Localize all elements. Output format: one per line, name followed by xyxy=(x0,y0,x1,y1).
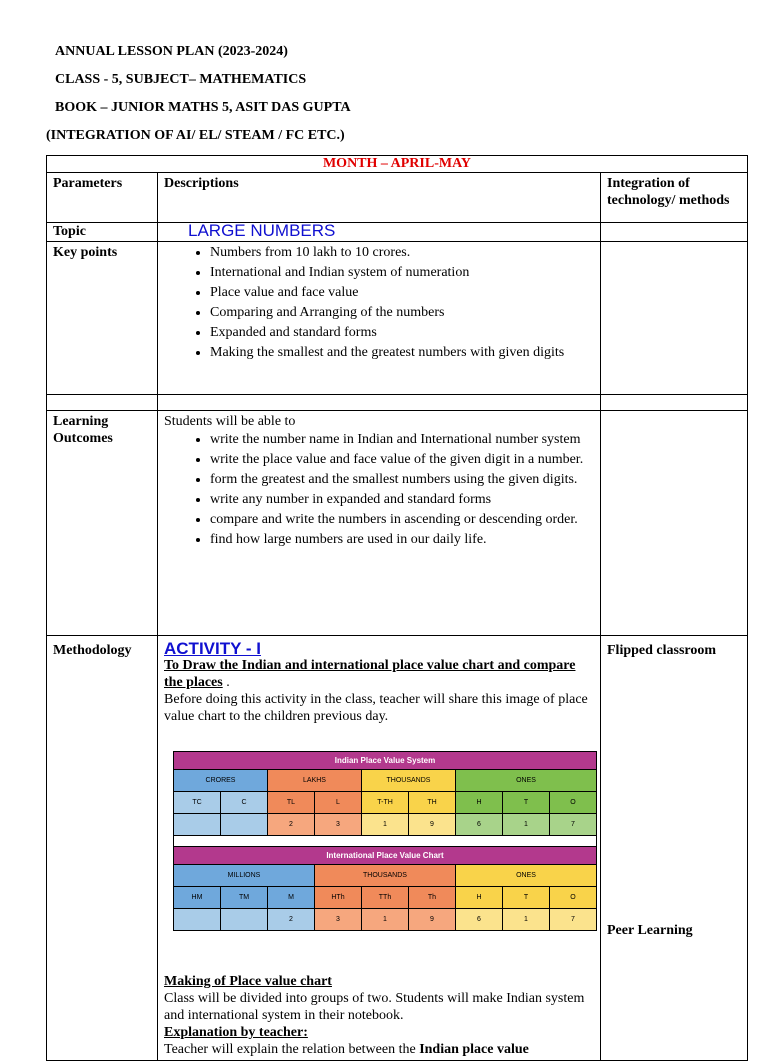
digit-cell: 6 xyxy=(456,814,503,836)
group-crores: CRORES xyxy=(174,770,268,792)
keypoints-row xyxy=(47,242,748,395)
explanation-text: Teacher will explain the relation between the xyxy=(164,1042,420,1057)
explanation-text-block xyxy=(164,1041,594,1058)
spacer xyxy=(164,931,594,973)
digit-cell: 9 xyxy=(409,909,456,931)
digit-cell xyxy=(174,814,221,836)
topic-value: LARGE NUMBERS xyxy=(188,221,336,240)
outcomes-label-line1: Learning xyxy=(53,414,109,429)
keypoints-integration xyxy=(601,242,748,395)
place-cell: TL xyxy=(268,792,315,814)
method-flipped-classroom: Flipped classroom xyxy=(607,643,717,658)
col-integration: Integration of technology/ methods xyxy=(601,173,748,223)
place-cell: TM xyxy=(221,887,268,909)
digit-cell: 1 xyxy=(503,814,550,836)
place-cell: Th xyxy=(409,887,456,909)
place-cell: L xyxy=(315,792,362,814)
outcomes-label-line2: Outcomes xyxy=(53,431,113,446)
making-heading: Making of Place value chart xyxy=(164,974,332,989)
place-cell: C xyxy=(221,792,268,814)
digit-cell: 3 xyxy=(315,814,362,836)
digit-cell: 9 xyxy=(409,814,456,836)
digit-cell xyxy=(221,909,268,931)
list-item: • Making the smallest and the greatest numbers with given digits xyxy=(210,344,594,361)
integration-note: (INTEGRATION OF AI/ EL/ STEAM / FC ETC.) xyxy=(46,128,345,143)
list-item: • Place value and face value xyxy=(210,284,594,301)
digit-cell: 2 xyxy=(268,814,315,836)
activity-heading-block xyxy=(164,657,594,691)
place-cell: M xyxy=(268,887,315,909)
place-cell: H xyxy=(456,792,503,814)
list-item: • Numbers from 10 lakh to 10 crores. xyxy=(210,244,594,261)
list-item: • Expanded and standard forms xyxy=(210,324,594,341)
making-description: Class will be divided into groups of two. Students will make Indian system and international system in their notebook. xyxy=(164,991,585,1023)
book-title: BOOK – JUNIOR MATHS 5, ASIT DAS GUPTA xyxy=(55,100,351,115)
outcomes-list xyxy=(164,430,594,550)
spacer-cell xyxy=(601,395,748,411)
outcomes-label xyxy=(47,411,158,636)
place-cell: HTh xyxy=(315,887,362,909)
spacer-cell xyxy=(158,395,601,411)
group-millions: MILLIONS xyxy=(174,865,315,887)
place-cell: TTh xyxy=(362,887,409,909)
place-cell: T xyxy=(503,887,550,909)
group-lakhs: LAKHS xyxy=(268,770,362,792)
place-cell: HM xyxy=(174,887,221,909)
topic-integration xyxy=(601,223,748,242)
digit-cell: 1 xyxy=(362,909,409,931)
class-subject: CLASS - 5, SUBJECT– MATHEMATICS xyxy=(55,72,307,87)
outcomes-integration xyxy=(601,411,748,636)
intl-chart-title: International Place Value Chart xyxy=(174,847,597,865)
chart-gap xyxy=(174,836,597,847)
topic-row xyxy=(47,223,748,242)
place-cell: T-TH xyxy=(362,792,409,814)
digit-cell xyxy=(221,814,268,836)
keypoints-label: Key points xyxy=(47,242,158,395)
place-cell: O xyxy=(550,887,597,909)
col-parameters: Parameters xyxy=(47,173,158,223)
digit-cell: 6 xyxy=(456,909,503,931)
digit-cell: 7 xyxy=(550,814,597,836)
activity-title: ACTIVITY - I xyxy=(164,639,261,658)
list-item: • International and Indian system of numeration xyxy=(210,264,594,281)
digit-cell: 3 xyxy=(315,909,362,931)
topic-label: Topic xyxy=(47,223,158,242)
digit-cell: 1 xyxy=(362,814,409,836)
plan-title: ANNUAL LESSON PLAN (2023-2024) xyxy=(55,44,288,59)
methodology-cell xyxy=(158,636,601,1061)
list-item: • find how large numbers are used in our daily life. xyxy=(210,530,594,550)
place-cell: H xyxy=(456,887,503,909)
digit-cell: 2 xyxy=(268,909,315,931)
activity-description: Before doing this activity in the class, teacher will share this image of place value chart to the children previous day. xyxy=(164,692,588,724)
group-thousands: THOUSANDS xyxy=(362,770,456,792)
explanation-heading: Explanation by teacher: xyxy=(164,1025,308,1040)
list-item: • write the place value and face value of the given digit in a number. xyxy=(210,450,594,470)
digit-cell: 1 xyxy=(503,909,550,931)
digit-cell: 7 xyxy=(550,909,597,931)
indian-place-value-chart xyxy=(173,751,597,931)
topic-cell xyxy=(158,223,601,242)
list-item: • Comparing and Arranging of the numbers xyxy=(210,304,594,321)
keypoints-cell xyxy=(158,242,601,395)
month-row xyxy=(47,156,748,173)
methodology-row xyxy=(47,636,748,1061)
list-item: • write the number name in Indian and International number system xyxy=(210,430,594,450)
explanation-bold: Indian place value xyxy=(419,1042,529,1057)
month-label: MONTH – APRIL-MAY xyxy=(47,156,748,173)
place-cell: TH xyxy=(409,792,456,814)
outcomes-intro: Students will be able to xyxy=(164,414,296,429)
list-item: • form the greatest and the smallest numbers using the given digits. xyxy=(210,470,594,490)
col-descriptions: Descriptions xyxy=(158,173,601,223)
spacer-cell xyxy=(47,395,158,411)
keypoints-list xyxy=(164,244,594,361)
methodology-label: Methodology xyxy=(47,636,158,1061)
group-thousands: THOUSANDS xyxy=(315,865,456,887)
outcomes-row xyxy=(47,411,748,636)
spacer-row xyxy=(47,395,748,411)
activity-heading: To Draw the Indian and international place value chart and compare the places xyxy=(164,658,576,690)
digit-cell xyxy=(174,909,221,931)
list-item: • compare and write the numbers in ascending or descending order. xyxy=(210,510,594,530)
header-row xyxy=(47,173,748,223)
group-ones: ONES xyxy=(456,770,597,792)
methodology-integration xyxy=(601,636,748,1061)
outcomes-cell xyxy=(158,411,601,636)
place-cell: T xyxy=(503,792,550,814)
list-item: • write any number in expanded and standard forms xyxy=(210,490,594,510)
lesson-plan-table xyxy=(46,155,748,1061)
activity-heading-tail: . xyxy=(222,675,230,690)
group-ones: ONES xyxy=(456,865,597,887)
indian-chart-title: Indian Place Value System xyxy=(174,752,597,770)
place-cell: O xyxy=(550,792,597,814)
method-peer-learning: Peer Learning xyxy=(607,923,693,938)
place-cell: TC xyxy=(174,792,221,814)
